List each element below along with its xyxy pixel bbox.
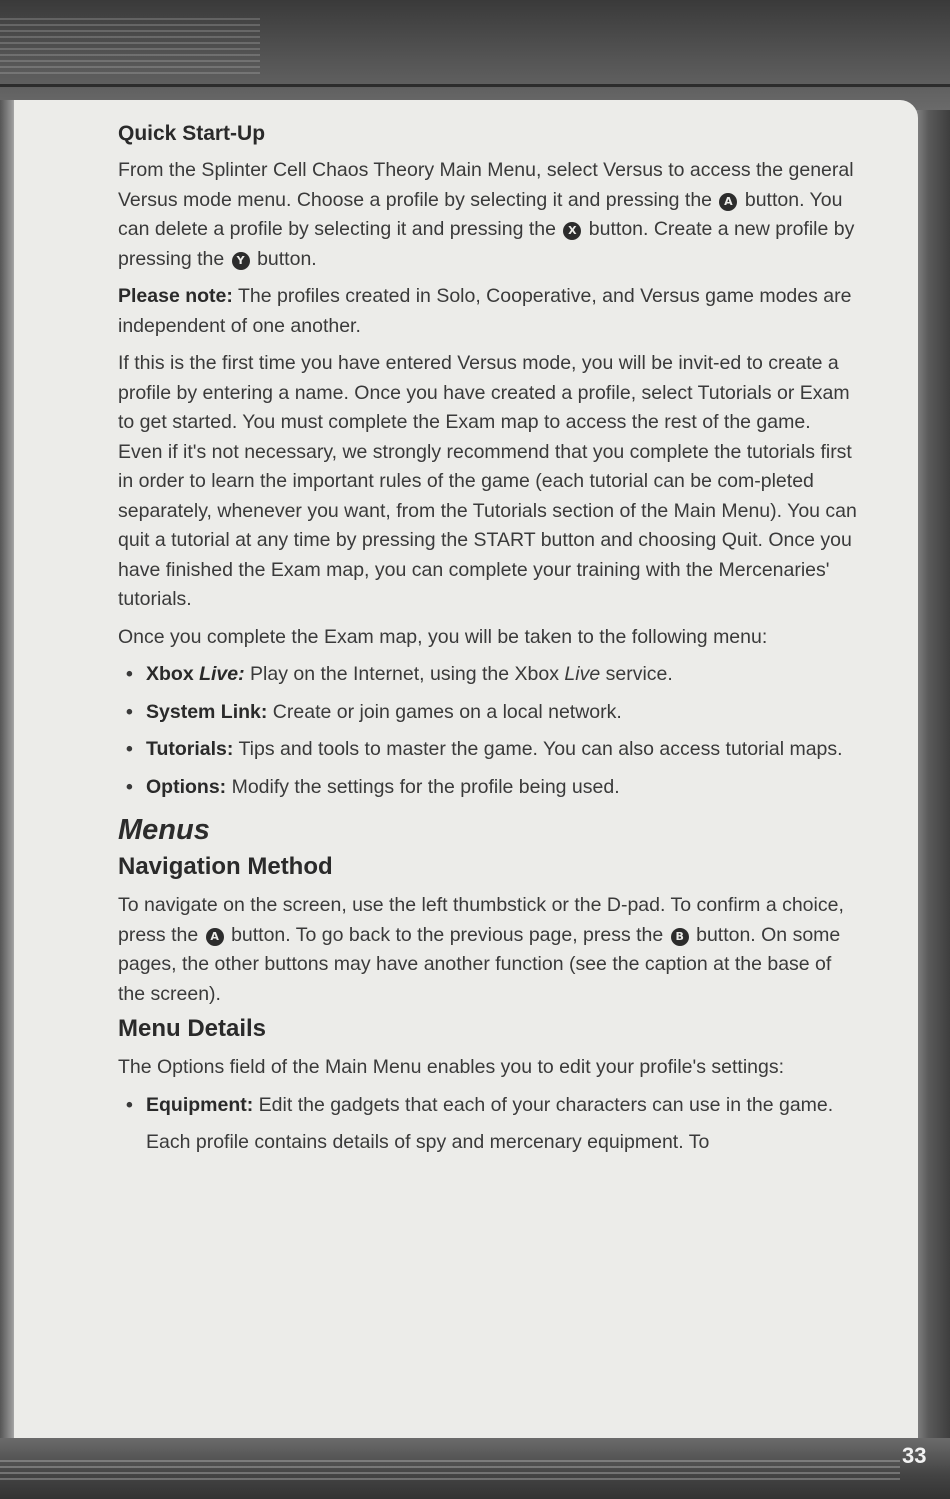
p1-text-b: button. You can delete a profile by selecting it and pressing the — [118, 188, 843, 240]
versus-menu-list — [118, 660, 860, 802]
menu-details-heading: Menu Details — [118, 1015, 267, 1042]
equipment-text: Edit the gadgets that each of your characters can use in the game. — [258, 1093, 834, 1116]
please-note-label: Please note: — [118, 285, 233, 307]
equipment-continuation: Each profile contains details of spy and mercenary equipment. To — [146, 1131, 710, 1153]
a-button-icon: A — [719, 193, 737, 211]
nav-text-c: button. On some pages, the other buttons may have another function (see the caption at the base of the screen). — [118, 923, 841, 1005]
bullet-icon: • — [126, 700, 133, 723]
x-button-icon: X — [563, 222, 581, 240]
nav-text-a: To navigate on the screen, use the left thumbstick or the D-pad. To confirm a choice, press the — [118, 894, 844, 946]
xbox-text-a: Play on the Internet, using the Xbox — [250, 663, 565, 685]
navigation-paragraph — [118, 891, 860, 1009]
list-item-system-link — [118, 698, 860, 728]
b-button-icon: B — [671, 928, 689, 946]
equipment-label: Equipment: — [146, 1093, 254, 1116]
list-item-equipment — [118, 1091, 860, 1121]
quick-start-paragraph — [118, 156, 860, 274]
header-stripes — [0, 18, 260, 78]
xbox-text-b: Live — [564, 663, 601, 685]
exam-complete-paragraph: Once you complete the Exam map, you will be taken to the following menu: — [118, 625, 768, 648]
a-button-icon: A — [206, 928, 224, 946]
bullet-icon: • — [126, 663, 133, 685]
footer-stripes — [0, 1460, 900, 1480]
options-list — [118, 1091, 860, 1121]
p1-text-d: button. — [257, 247, 317, 270]
xbox-label-b: Live: — [199, 663, 245, 685]
page-number: 33 — [902, 1443, 927, 1468]
bottom-decorative-band — [0, 1438, 950, 1499]
options-label: Options: — [146, 775, 227, 798]
header-rule — [0, 84, 950, 87]
p1-text-c: button. Create a new profile by pressing the — [118, 218, 855, 270]
first-time-paragraph: If this is the first time you have entered Versus mode, you will be invit-ed to create a profile by entering a name. Once you have created a profile, select Tutorials or Exam to get started. You must complete the Exam map to access the rest of the game. Even if it's not necessary, we strongly recommend that you complete the tutorials first in order to learn the important rules of the game (each tutorial can be com-pleted separately, whenever you want, from the Tutorials section of the Main Menu). You can quit a tutorial at any time by pressing the START button and choosing Quit. Once you have finished the Exam map, you can complete your training with the Mercenaries' tutorials. — [118, 352, 857, 610]
nav-text-b: button. To go back to the previous page, press the — [231, 923, 664, 946]
tutorials-label: Tutorials: — [146, 738, 234, 760]
system-link-label: System Link: — [146, 700, 268, 723]
list-item-options — [118, 773, 860, 803]
top-decorative-band — [0, 0, 950, 110]
page-content — [118, 122, 860, 1158]
tutorials-text: Tips and tools to master the game. You can also access tutorial maps. — [238, 738, 843, 760]
please-note-paragraph — [118, 282, 860, 341]
xbox-label-a: Xbox — [146, 663, 200, 685]
bullet-icon: • — [126, 1093, 133, 1116]
system-link-text: Create or join games on a local network. — [272, 700, 622, 723]
list-item-xbox-live — [118, 660, 860, 690]
y-button-icon: Y — [232, 252, 250, 270]
p1-text-a: From the Splinter Cell Chaos Theory Main Menu, select Versus to access the general Versus mode menu. Choose a profile by selecting it and pressing the — [118, 159, 854, 211]
xbox-text-c: service. — [600, 663, 673, 685]
please-note-text: The profiles created in Solo, Cooperative, and Versus game modes are independent of one another. — [118, 285, 852, 337]
list-item-tutorials — [118, 735, 860, 765]
menu-details-paragraph: The Options field of the Main Menu enables you to edit your profile's settings: — [118, 1056, 785, 1078]
navigation-method-heading: Navigation Method — [118, 853, 333, 880]
right-page-edge — [914, 110, 950, 1440]
quick-start-heading: Quick Start-Up — [118, 122, 266, 145]
bullet-icon: • — [126, 775, 133, 798]
bullet-icon: • — [126, 738, 133, 760]
menus-heading: Menus — [118, 814, 210, 846]
options-text: Modify the settings for the profile being used. — [231, 775, 620, 798]
